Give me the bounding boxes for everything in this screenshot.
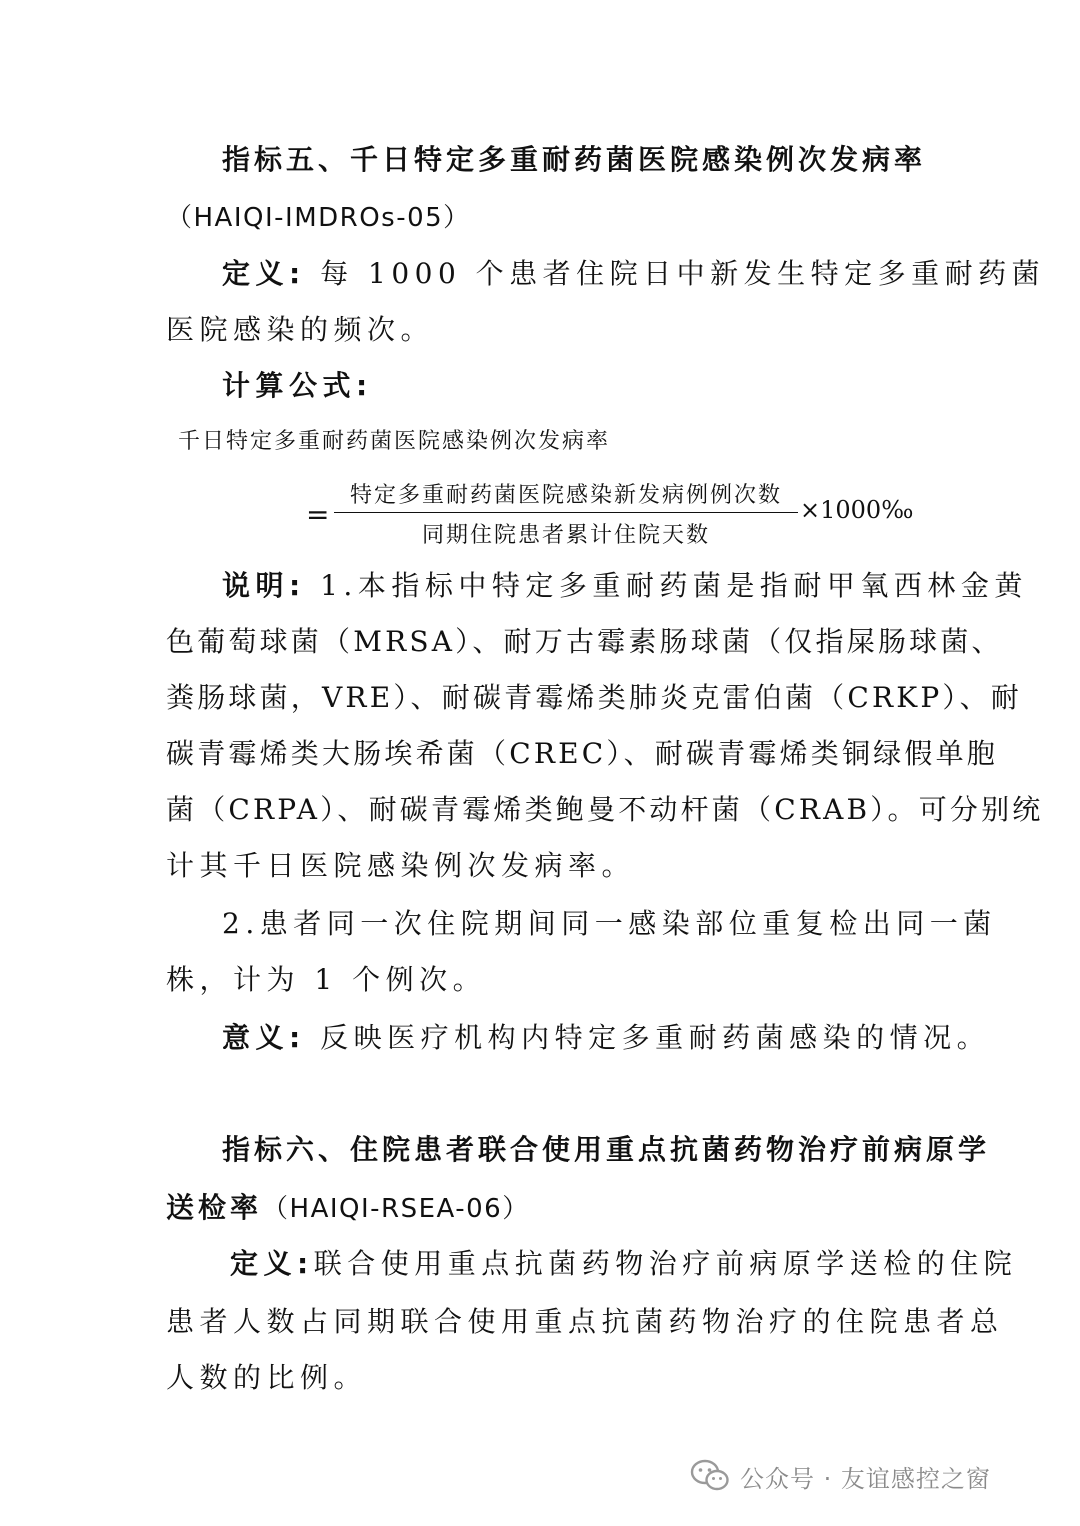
indicator5-definition-line1	[222, 254, 1045, 294]
indicator5-title: 指标五、千日特定多重耐药菌医院感染例次发病率	[222, 143, 927, 176]
indicator6-definition-label: 定义:	[230, 1247, 314, 1280]
indicator6-title-line2	[166, 1188, 530, 1229]
note-line1	[222, 566, 1028, 606]
note-line6: 计其千日医院感染例次发病率。	[166, 849, 636, 882]
meaning-label: 意义:	[222, 1021, 306, 1054]
meaning-text: 反映医疗机构内特定多重耐药菌感染的情况。	[320, 1021, 991, 1054]
meaning-line	[222, 1018, 990, 1058]
definition-text: 每 1000 个患者住院日中新发生特定多重耐药菌	[320, 257, 1046, 290]
formula-label: 计算公式:	[222, 369, 373, 402]
fraction-bar	[334, 512, 798, 513]
indicator6-definition-line2: 患者人数占同期联合使用重点抗菌药物治疗的住院患者总	[166, 1305, 1004, 1338]
indicator5-definition-line2: 医院感染的频次。	[166, 313, 435, 346]
note-line2: 色葡萄球菌（MRSA）、耐万古霉素肠球菌（仅指屎肠球菌、	[166, 625, 1003, 658]
note-line4: 碳青霉烯类大肠埃希菌（CREC）、耐碳青霉烯类铜绿假单胞	[166, 737, 998, 770]
formula-equals: =	[306, 498, 330, 531]
indicator6-definition-text: 联合使用重点抗菌药物治疗前病原学送检的住院	[313, 1247, 1018, 1280]
note-line3: 粪肠球菌，VRE）、耐碳青霉烯类肺炎克雷伯菌（CRKP）、耐	[166, 681, 1023, 714]
note-line5: 菌（CRPA）、耐碳青霉烯类鲍曼不动杆菌（CRAB）。可分别统	[166, 793, 1044, 826]
note-text: 1.本指标中特定多重耐药菌是指耐甲氧西林金黄	[320, 569, 1028, 602]
definition-label: 定义:	[222, 257, 306, 290]
note-label: 说明:	[222, 569, 306, 602]
indicator6-title-part: 送检率	[166, 1191, 263, 1224]
formula	[306, 476, 926, 556]
watermark	[690, 1456, 991, 1496]
wechat-icon	[690, 1459, 730, 1493]
indicator6-definition-line1	[230, 1244, 1017, 1284]
indicator6-code: （HAIQI-RSEA-06）	[262, 1194, 530, 1224]
note2-line2: 株，计为 1 个例次。	[166, 963, 487, 996]
formula-multiplier: ×1000‰	[800, 496, 914, 524]
formula-denominator: 同期住院患者累计住院天数	[421, 523, 710, 548]
indicator6-title-line1: 指标六、住院患者联合使用重点抗菌药物治疗前病原学	[222, 1133, 991, 1166]
indicator6-definition-line3: 人数的比例。	[166, 1361, 368, 1394]
note2-line1: 2.患者同一次住院期间同一感染部位重复检出同一菌	[222, 907, 997, 940]
formula-numerator: 特定多重耐药菌医院感染新发病例例次数	[349, 483, 782, 508]
formula-name: 千日特定多重耐药菌医院感染例次发病率	[178, 429, 611, 454]
indicator5-code: （HAIQI-IMDROs-05）	[166, 203, 471, 233]
watermark-text: 公众号 · 友谊感控之窗	[740, 1464, 991, 1493]
